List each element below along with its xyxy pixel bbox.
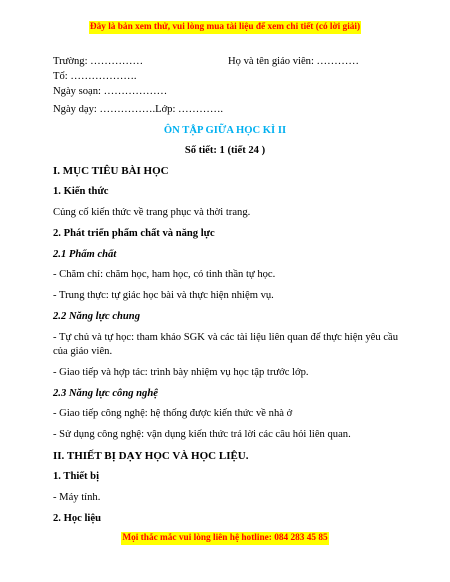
competency-self-study-cont: của giáo viên. xyxy=(53,346,113,357)
hotline-banner-text: Mọi thắc mắc vui lòng liên hệ hotline: 084 283 45 85 xyxy=(122,533,328,543)
teacher-field: Họ và tên giáo viên: ………… xyxy=(228,56,359,67)
preview-banner-text: Đây là bản xem thử, vui lòng mua tài liệu để xem chi tiết (có lời giải) xyxy=(89,22,361,32)
heading-materials: 2. Học liệu xyxy=(53,513,101,524)
section-objectives: I. MỤC TIÊU BÀI HỌC xyxy=(53,165,169,177)
teach-date-field: Ngày dạy: …………….Lớp: …………. xyxy=(53,104,224,115)
heading-competency: 2. Phát triển phẩm chất và năng lực xyxy=(53,228,215,239)
competency-self-study: - Tự chủ và tự học: tham khảo SGK và các tài liệu liên quan để thực hiện yêu cầu xyxy=(53,332,399,343)
group-field: Tổ: ………………. xyxy=(53,71,137,82)
heading-qualities: 2.1 Phẩm chất xyxy=(53,249,117,260)
quality-diligence: - Chăm chỉ: chăm học, ham học, có tinh thần tự học. xyxy=(53,269,276,280)
heading-equipment: 1. Thiết bị xyxy=(53,471,100,482)
prep-date-field: Ngày soạn: ……………… xyxy=(53,86,168,97)
quality-honesty: - Trung thực: tự giác học bài và thực hiện nhiệm vụ. xyxy=(53,290,274,301)
competency-communication: - Giao tiếp và hợp tác: trình bày nhiệm vụ học tập trước lớp. xyxy=(53,367,309,378)
school-field: Trường: …………… xyxy=(53,56,144,67)
lesson-title: ÔN TẬP GIỮA HỌC KÌ II xyxy=(163,125,287,136)
heading-tech-competency: 2.3 Năng lực công nghệ xyxy=(53,388,158,399)
lesson-periods: Số tiết: 1 (tiết 24 ) xyxy=(184,145,266,156)
heading-general-competency: 2.2 Năng lực chung xyxy=(53,311,140,322)
equipment-computer: - Máy tính. xyxy=(53,492,101,503)
knowledge-text: Củng cố kiến thức về trang phục và thời trang. xyxy=(53,207,251,218)
tech-communication: - Giao tiếp công nghệ: hệ thống được kiến thức về nhà ở xyxy=(53,408,293,419)
hotline-banner xyxy=(0,532,450,545)
heading-knowledge: 1. Kiến thức xyxy=(53,186,109,197)
preview-banner xyxy=(0,21,450,34)
section-equipment: II. THIẾT BỊ DẠY HỌC VÀ HỌC LIỆU. xyxy=(53,450,249,462)
tech-usage: - Sử dụng công nghệ: vận dụng kiến thức trả lời các câu hỏi liên quan. xyxy=(53,429,351,440)
